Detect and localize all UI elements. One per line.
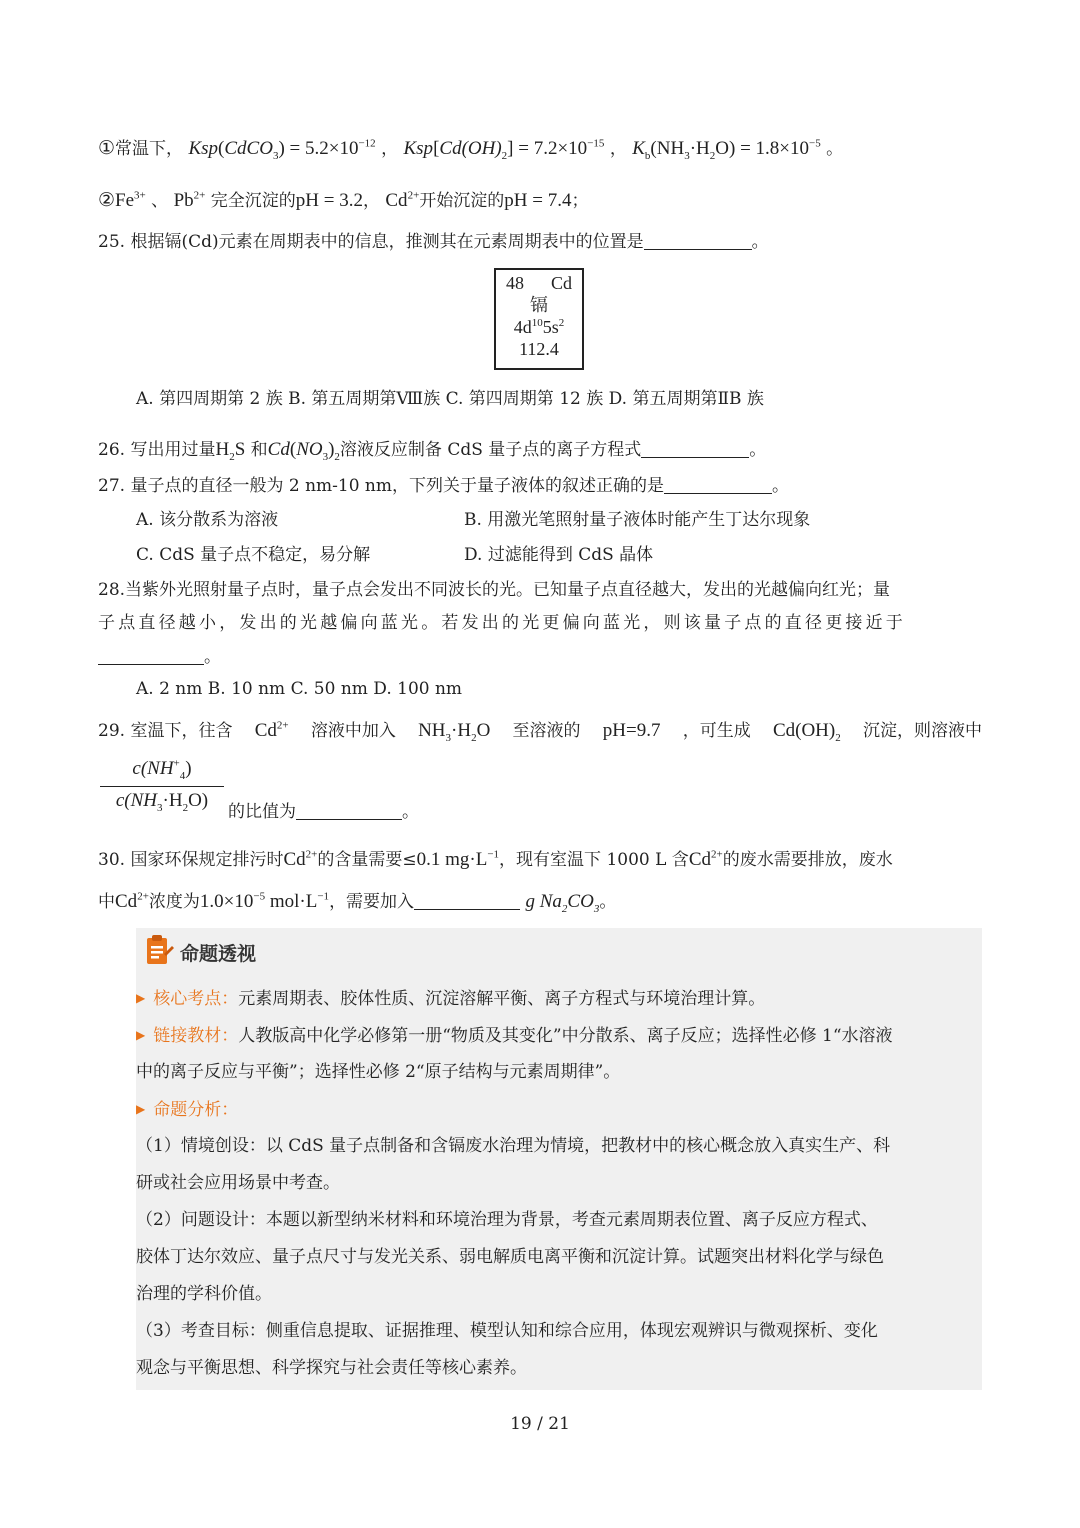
analysis-1-line-2: 研或社会应用场景中考查。 [136, 1173, 340, 1193]
given-item-2: $②Fe^{3+}$ 、 $Pb^{2+}$ 完全沉淀的pH = 3.2， $Cd^{2+}$开始沉淀的pH = 7.4； [98, 189, 589, 211]
question-29-tail: 的比值为 。 [228, 802, 419, 822]
document-page: ①常温下， Ksp(CdCO$_3$) = $5.2\times 10^{-12}$ ， $Ksp[Cd(OH)_2] = 7.2\times 10^{-15}$ ， $K_b(NH_3\cdot H_2O) = 1.8\times 10^{-5}$ 。 $②Fe^{3+}$ 、 $Pb^{2+}$ 完全沉淀的pH = 3.2， $Cd^{2+}$开始沉淀的pH = 7.4； 25. 根据镉(Cd)元素在周期表中的信息，推测其在元素周期表中的位置是 。 48 Cd 镉 $4d^{10}5s^2$ 112.4 A. 第四周期第 2 族 B. 第五周期第Ⅷ族 C. 第四周期第 12 族 D. 第五周期第ⅡB 族 26. 写出用过量$H_2S$ 和$Cd(NO_3)_2$溶液反应制备 CdS 量子点的离子方程式 。 27. 量子点的直径一般为 2 nm-10 nm，下列关于量子液体的叙述正确的是 。 A. 该分散系为溶液 B. 用激光笔照射量子液体时能产生丁达尔现象 C. CdS 量子点不稳定，易分解 D. 过滤能得到 CdS 晶体 28.当紫外光照射量子点时，量子点会发出不同波长的光。已知量子点直径越大，发出的光越偏向红光；量 子点直径越小，发出的光越偏向蓝光。若发出的光更偏向蓝光，则该量子点的直径更接近于 。 A. 2 nm B. 10 nm C. 50 nm D. 100 nm 29. 室温下，往含 $Cd^{2+}$ 溶液中加入 $NH_3\cdot H_2O$ 至溶液的 pH=9.7 ，可生成 $Cd(OH)_2$ 沉淀，则溶液中 $c(NH^+_4)$ $c(NH_3\cdot H_2O)$ 的比值为 。 30. 国家环保规定排污时$Cd^{2+}$的含量需要≤0.1 $mg\cdot L^{-1}$，现有室温下 1000 L 含$Cd^{2+}$的废水需要排放，废水 中$Cd^{2+}$浓度为$1.0\times 10^{-5}$ $mol\cdot L^{-1}$，需要加入 g $Na_2CO_3$。 命题透视 ▶ 核心考点：元素周期表、胶体性质、沉淀溶解平衡、离子方程式与环境治理计算。 ▶ 链接教材：人教版高中化学必修第一册“物质及其变化”中分散系、离子反应；选择性必修 1“水溶液 中的离子反应与平衡”；选择性必修 2“原子结构与元素周期律”。 ▶ 命题分析： （1）情境创设：以 CdS 量子点制备和含镉废水治理为情境，把教材中的核心概念放入真实生产、科 研或社会应用场景中考查。 （2）问题设计：本题以新型纳米材料和环境治理为背景，考查元素周期表位置、离子反应方程式、 胶体丁达尔效应、量子点尺寸与发光关系、弱电解质电离平衡和沉淀计算。试题突出材料化学与绿色 治理的学科价值。 （3）考查目标：侧重信息提取、证据推理、模型认知和综合应用，体现宏观辨识与微观探析、变化 观念与平衡思想、科学探究与社会责任等核心素养。 19 / 21 [0, 0, 1080, 1528]
given-item-1: ①常温下， Ksp(CdCO$_3$) = $5.2\times 10^{-12}$ ， $Ksp[Cd(OH)_2] = 7.2\times 10^{-15}$ ， $K_b(NH_3\cdot H_2O) = 1.8\times 10^{-5}$ 。 [98, 137, 844, 162]
answer-blank-25[interactable] [644, 231, 752, 250]
answer-blank-27[interactable] [664, 475, 772, 494]
analysis-2-line-2: 胶体丁达尔效应、量子点尺寸与发光关系、弱电解质电离平衡和沉淀计算。试题突出材料化学与绿色 [136, 1247, 884, 1267]
question-26: 26. 写出用过量$H_2S$ 和$Cd(NO_3)_2$溶液反应制备 CdS 量子点的离子方程式 。 [98, 439, 767, 463]
element-cell-cd [494, 268, 584, 370]
element-symbol: Cd [550, 273, 572, 293]
question-28-line-1: 28.当紫外光照射量子点时，量子点会发出不同波长的光。已知量子点直径越大，发出的光越偏向红光；量 [98, 580, 891, 600]
ksp-cdco3: Ksp(CdCO$_3$) = $5.2\times 10^{-12}$ [188, 137, 376, 162]
question-29: 29. 室温下，往含 $Cd^{2+}$ 溶液中加入 $NH_3\cdot H_2O$ 至溶液的 pH=9.7 ，可生成 $Cd(OH)_2$ 沉淀，则溶液中 [98, 719, 982, 744]
element-name: 镉 [530, 295, 548, 315]
analysis-3-line-1: （3）考查目标：侧重信息提取、证据推理、模型认知和综合应用，体现宏观辨识与微观探析、变化 [136, 1321, 878, 1341]
q27-option-d: D. 过滤能得到 CdS 晶体 [464, 545, 654, 565]
analysis-2-line-1: （2）问题设计：本题以新型纳米材料和环境治理为背景，考查元素周期表位置、离子反应方程式、 [136, 1210, 878, 1230]
analysis-2-line-3: 治理的学科价值。 [136, 1284, 272, 1304]
question-27: 27. 量子点的直径一般为 2 nm-10 nm，下列关于量子液体的叙述正确的是 。 [98, 476, 789, 496]
page-number: 19 / 21 [510, 1414, 570, 1434]
question-25: 25. 根据镉(Cd)元素在周期表中的信息，推测其在元素周期表中的位置是 。 [98, 232, 769, 252]
q27-option-a: A. 该分散系为溶液 [136, 510, 279, 530]
q28-options: A. 2 nm B. 10 nm C. 50 nm D. 100 nm [136, 679, 463, 699]
q27-option-b: B. 用激光笔照射量子液体时能产生丁达尔现象 [464, 510, 811, 530]
panel-header [144, 934, 256, 970]
textbook-link-2: 中的离子反应与平衡”；选择性必修 2“原子结构与元素周期律”。 [136, 1062, 621, 1082]
analysis-3-line-2: 观念与平衡思想、科学探究与社会责任等核心素养。 [136, 1358, 527, 1378]
analysis-heading: ▶ 命题分析： [136, 1100, 239, 1120]
core-points: ▶ 核心考点：元素周期表、胶体性质、沉淀溶解平衡、离子方程式与环境治理计算。 [136, 989, 766, 1009]
kb-nh3: $K_b(NH_3\cdot H_2O) = 1.8\times 10^{-5}$ [632, 137, 821, 162]
question-30-line-1: 30. 国家环保规定排污时$Cd^{2+}$的含量需要≤0.1 $mg\cdot L^{-1}$，现有室温下 1000 L 含$Cd^{2+}$的废水需要排放，废水 [98, 848, 893, 870]
q25-options: A. 第四周期第 2 族 B. 第五周期第Ⅷ族 C. 第四周期第 12 族 D. 第五周期第ⅡB 族 [136, 389, 764, 409]
question-30-line-2: 中$Cd^{2+}$浓度为$1.0\times 10^{-5}$ $mol\cdot L^{-1}$，需要加入 g $Na_2CO_3$。 [98, 890, 617, 915]
answer-blank-30[interactable] [414, 891, 520, 910]
clipboard-icon [144, 934, 174, 970]
electron-config: $4d^{10}5s^2$ [513, 317, 565, 337]
ksp-cdoh2: $Ksp[Cd(OH)_2] = 7.2\times 10^{-15}$ [403, 137, 605, 162]
answer-blank-26[interactable] [641, 439, 749, 458]
panel-title: 命题透视 [180, 942, 257, 965]
atomic-mass: 112.4 [519, 339, 559, 359]
analysis-panel [136, 928, 982, 1390]
answer-blank-28[interactable] [98, 646, 204, 665]
textbook-link-1: ▶ 链接教材：人教版高中化学必修第一册“物质及其变化”中分散系、离子反应；选择性必修 1“水溶液 [136, 1026, 893, 1046]
q27-option-c: C. CdS 量子点不稳定，易分解 [136, 545, 371, 565]
analysis-1-line-1: （1）情境创设：以 CdS 量子点制备和含镉废水治理为情境，把教材中的核心概念放入真实生产、科 [136, 1136, 891, 1156]
question-28-line-2: 子点直径越小，发出的光越偏向蓝光。若发出的光更偏向蓝光，则该量子点的直径更接近于 [98, 613, 906, 633]
answer-blank-29[interactable] [296, 801, 402, 820]
atomic-number: 48 [506, 273, 524, 293]
question-28-line-3: 。 [98, 645, 982, 669]
